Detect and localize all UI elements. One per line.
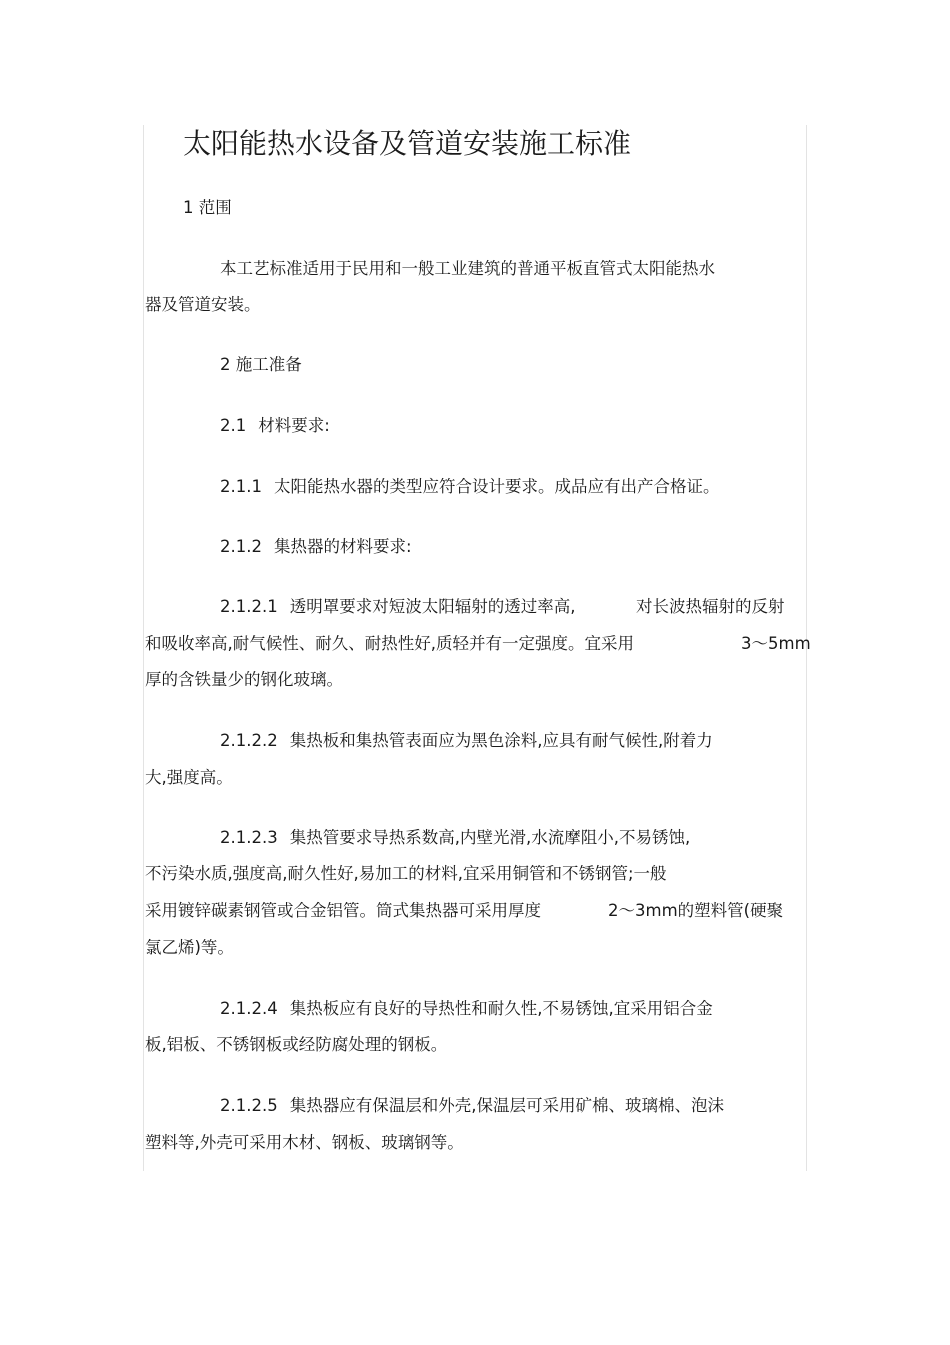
- clause-number: 2.1.2.4: [220, 999, 278, 1018]
- clause-2-1-2-5-line-2: 塑料等,外壳可采用木材、钢板、玻璃钢等。: [145, 1133, 464, 1152]
- clause-number: 2.1.2.2: [220, 731, 278, 750]
- clause-2-1-2-1-line-3: 厚的含铁量少的钢化玻璃。: [145, 670, 343, 689]
- clause-2-1-2-3-line-3-tail: 2～3mm的塑料管(硬聚: [608, 901, 784, 920]
- clause-2-1-2-5-line-1: [220, 1095, 724, 1117]
- page-border-left: [143, 125, 144, 1171]
- clause-2-1-2-1-line-1: [220, 596, 575, 618]
- clause-number: 2.1: [220, 416, 247, 435]
- clause-2-1-2-3-line-4: 氯乙烯)等。: [145, 938, 234, 957]
- clause-text: 透明罩要求对短波太阳辐射的透过率高,: [289, 597, 576, 616]
- clause-2-1-2-2-line-2: 大,强度高。: [145, 768, 233, 787]
- clause-2-1-1: [220, 476, 719, 498]
- section-2-heading: 2 施工准备: [220, 355, 302, 374]
- clause-text: 集热器的材料要求:: [273, 537, 412, 556]
- section-1-body-line-2: 器及管道安装。: [145, 295, 261, 314]
- clause-text: 集热板应有良好的导热性和耐久性,不易锈蚀,宜采用铝合金: [289, 999, 713, 1018]
- clause-text: 集热板和集热管表面应为黑色涂料,应具有耐气候性,附着力: [289, 731, 713, 750]
- clause-number: 2.1.2.3: [220, 828, 278, 847]
- clause-2-1: [220, 415, 330, 437]
- clause-2-1-2-4-line-2: 板,铝板、不锈钢板或经防腐处理的钢板。: [145, 1035, 448, 1054]
- clause-text: 太阳能热水器的类型应符合设计要求。成品应有出产合格证。: [273, 477, 720, 496]
- clause-text: 集热器应有保温层和外壳,保温层可采用矿棉、玻璃棉、泡沫: [289, 1096, 724, 1115]
- clause-number: 2.1.2.1: [220, 597, 278, 616]
- clause-2-1-2-4-line-1: [220, 998, 713, 1020]
- clause-number: 2.1.2.5: [220, 1096, 278, 1115]
- clause-text: 集热管要求导热系数高,内壁光滑,水流摩阻小,不易锈蚀,: [289, 828, 691, 847]
- document-title: 太阳能热水设备及管道安装施工标准: [183, 127, 632, 160]
- clause-number: 2.1.1: [220, 477, 262, 496]
- clause-2-1-2: [220, 536, 412, 558]
- clause-2-1-2-3-line-2: 不污染水质,强度高,耐久性好,易加工的材料,宜采用铜管和不锈钢管;一般: [145, 864, 667, 883]
- section-1-body-line-1: 本工艺标准适用于民用和一般工业建筑的普通平板直管式太阳能热水: [220, 259, 715, 278]
- clause-2-1-2-1-line-2: 和吸收率高,耐气候性、耐久、耐热性好,质轻并有一定强度。宜采用: [145, 634, 634, 653]
- clause-number: 2.1.2: [220, 537, 262, 556]
- clause-2-1-2-2-line-1: [220, 730, 713, 752]
- clause-2-1-2-3-line-3: 采用镀锌碳素钢管或合金铝管。筒式集热器可采用厚度: [145, 901, 541, 920]
- clause-2-1-2-1-line-1-tail: 对长波热辐射的反射: [636, 597, 785, 616]
- clause-2-1-2-1-line-2-tail: 3～5mm: [741, 634, 811, 653]
- clause-2-1-2-3-line-1: [220, 827, 690, 849]
- clause-text: 材料要求:: [258, 416, 330, 435]
- section-1-heading: 1 范围: [183, 198, 232, 217]
